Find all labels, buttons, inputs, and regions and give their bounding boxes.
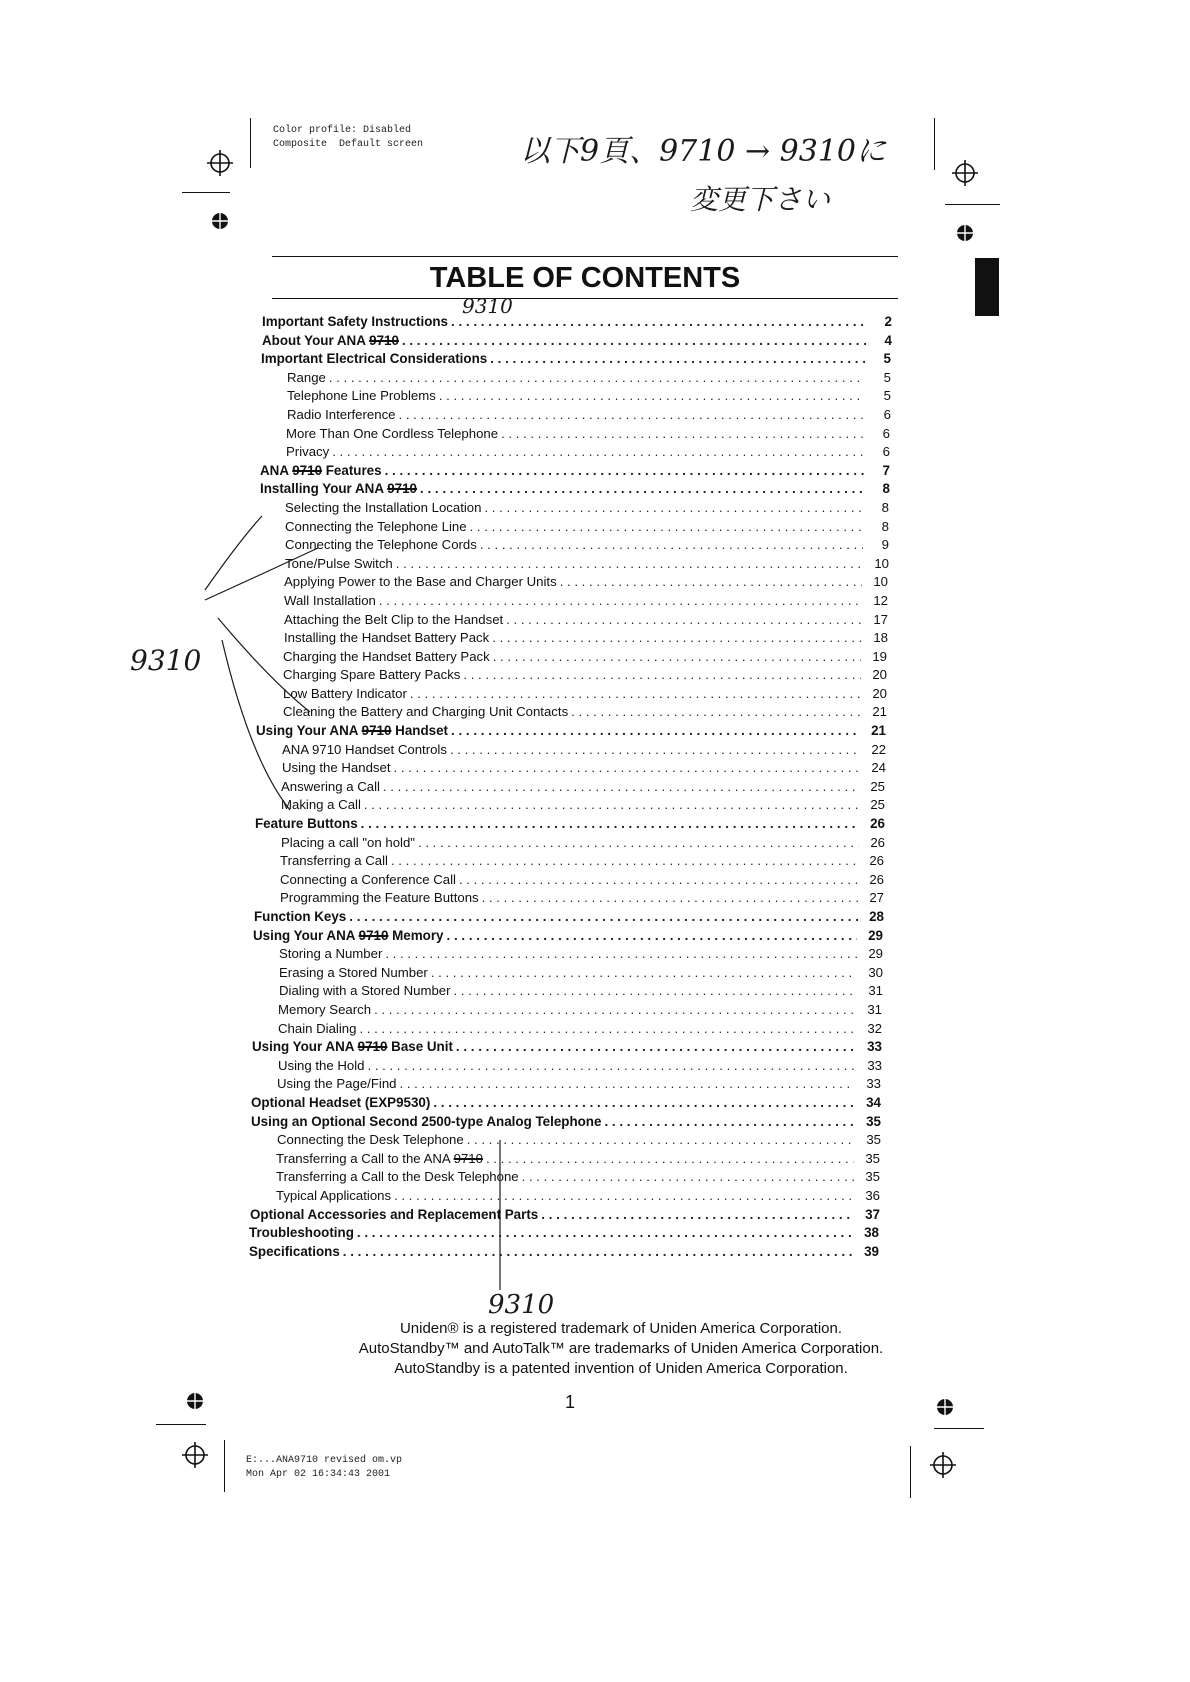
toc-page-number: 21 — [871, 723, 886, 739]
page-title: TABLE OF CONTENTS — [429, 262, 741, 294]
trademark-line-3: AutoStandby is a patented invention of Uniden America Corporation. — [394, 1360, 848, 1377]
toc-page-number: 10 — [874, 555, 889, 571]
crop-line-bottom-right — [910, 1446, 911, 1498]
page-number: 1 — [564, 1392, 575, 1412]
toc-page-number: 5 — [883, 388, 891, 404]
toc-entry-title-text: Telephone Line Problems — [287, 388, 436, 404]
toc-page-number: 37 — [865, 1206, 880, 1222]
toc-entry-title-text: Important Safety Instructions — [262, 314, 449, 329]
toc-entry-title-text: Using the Page/Find — [277, 1076, 397, 1092]
toc-page-number: 33 — [867, 1057, 882, 1073]
trademark-line-2: AutoStandby™ and AutoTalk™ are trademarks of Uniden America Corporation. — [358, 1340, 884, 1357]
toc-entry-title-text: Erasing a Stored Number — [279, 964, 428, 980]
toc-entry-title-text: ANA — [260, 462, 293, 478]
toc-entry-title-suffix: Features — [322, 462, 382, 478]
toc-page-number: 6 — [882, 425, 890, 441]
toc-page-number: 29 — [868, 927, 883, 943]
registration-dot-icon — [936, 1398, 954, 1416]
toc-page-number: 39 — [864, 1243, 879, 1259]
toc-entry-title-text: Selecting the Installation Location — [285, 499, 482, 515]
toc-entry-title-text: Using an Optional Second 2500-type Analog Telephone — [251, 1113, 602, 1129]
toc-page-number: 19 — [872, 648, 887, 664]
toc-entry-title-text: Transferring a Call to the ANA — [276, 1150, 454, 1166]
toc-page-number: 8 — [881, 499, 889, 515]
toc-entry-title-text: ANA 9710 Handset Controls — [282, 741, 447, 757]
toc-entry-title-text: Answering a Call — [281, 778, 380, 794]
toc-entry-title-text: Feature Buttons — [255, 816, 358, 832]
toc-page-number: 6 — [883, 406, 891, 422]
handwritten-top-note-2: 変更下さい — [690, 183, 831, 216]
toc-entry-title-text: Installing the Handset Battery Pack — [284, 630, 490, 646]
toc-entry-title-text: Optional Accessories and Replacement Parts — [250, 1206, 539, 1222]
toc-entry-title-text: Function Keys — [254, 909, 347, 924]
toc-page-number: 31 — [867, 1001, 882, 1017]
toc-page-number: 33 — [867, 1039, 882, 1055]
toc-entry-title-text: Wall Installation — [284, 592, 376, 608]
handwritten-bottom-note: 9310 — [488, 1290, 555, 1320]
toc-entry-title-text: Privacy — [286, 444, 330, 460]
toc-page-number: 34 — [866, 1094, 881, 1110]
toc-page-number: 35 — [865, 1150, 880, 1166]
toc-page-number: 30 — [868, 964, 883, 980]
toc-page-number: 18 — [873, 630, 888, 646]
toc-entry-title-text: Programming the Feature Buttons — [280, 890, 479, 906]
toc-entry-title-text: Using Your ANA — [253, 927, 359, 943]
toc-entry-title-text: Using the Handset — [282, 760, 391, 776]
toc-entry-title-text: Using Your ANA — [256, 723, 362, 739]
toc-page-number: 28 — [869, 909, 884, 924]
toc-entry-title-text: Storing a Number — [279, 946, 383, 962]
toc-entry-title-text: Attaching the Belt Clip to the Handset — [284, 611, 504, 627]
toc-page-number: 5 — [883, 351, 891, 367]
toc-page-number: 27 — [869, 890, 884, 906]
toc-page-number: 25 — [870, 797, 885, 813]
toc-page-number: 20 — [872, 667, 887, 683]
crop-line-bottom-left-h — [156, 1424, 206, 1425]
toc-entry-title-text: Memory Search — [278, 1001, 372, 1017]
toc-entry-title-text: About Your ANA — [262, 332, 370, 348]
composite-text: Composite Default screen — [273, 139, 424, 150]
toc-entry-title-text: Transferring a Call — [280, 853, 388, 869]
toc-page-number: 35 — [866, 1132, 881, 1148]
toc-page-number: 8 — [882, 481, 890, 497]
toc-entry-title-text: Range — [287, 369, 326, 385]
toc-page-number: 26 — [870, 816, 885, 832]
toc-entry-title-text: Charging Spare Battery Packs — [283, 667, 461, 683]
toc-page-number: 24 — [871, 760, 886, 776]
toc-page-number: 26 — [869, 871, 884, 887]
toc-entry-title-text: More Than One Cordless Telephone — [286, 425, 499, 441]
toc-entry-title-text: Making a Call — [281, 797, 361, 813]
toc-page-number: 33 — [866, 1076, 881, 1092]
toc-entry-title-text: Radio Interference — [287, 406, 396, 422]
toc-page-number: 25 — [870, 778, 885, 794]
toc-page-number: 35 — [866, 1113, 881, 1129]
toc-page-number: 31 — [868, 983, 883, 999]
toc-page-number: 5 — [883, 369, 891, 385]
handwritten-title-note: 9310 — [462, 294, 513, 318]
toc-page-number: 4 — [884, 332, 892, 348]
toc-page-number: 7 — [882, 462, 890, 478]
toc-page-number: 20 — [872, 685, 887, 701]
handwritten-left-note: 9310 — [130, 644, 202, 677]
color-profile-text: Color profile: Disabled — [273, 125, 412, 136]
toc-entry-title-text: Dialing with a Stored Number — [279, 983, 451, 999]
toc-entry-title-text: Charging the Handset Battery Pack — [283, 648, 490, 664]
toc-entry-title-text: Connecting the Desk Telephone — [277, 1132, 464, 1148]
toc-page-number: 21 — [872, 704, 887, 720]
registration-mark-icon — [928, 1450, 958, 1480]
toc-page-number: 35 — [865, 1169, 880, 1185]
toc-page-number: 32 — [867, 1020, 882, 1036]
toc-entry-title-text: Important Electrical Considerations — [261, 351, 488, 367]
struck-model-number: 9710 — [292, 462, 323, 478]
struck-model-number: 9710 — [387, 481, 418, 497]
crop-line-bottom-right-h — [934, 1428, 984, 1429]
toc-entry-title-text: Connecting the Telephone Cords — [285, 537, 477, 553]
toc-entry-title-text: Using Your ANA — [252, 1039, 358, 1055]
print-slug-date: Mon Apr 02 16:34:43 2001 — [246, 1469, 391, 1480]
struck-model-number: 9710 — [361, 723, 392, 739]
toc-page-number: 6 — [882, 444, 890, 460]
toc-entry-title-text: Low Battery Indicator — [283, 685, 407, 701]
toc-entry-title-text: Connecting a Conference Call — [280, 871, 456, 887]
toc-page-number: 12 — [873, 592, 888, 608]
struck-model-number: 9710 — [357, 1039, 388, 1055]
toc-page-number: 36 — [865, 1187, 880, 1203]
toc-entry-title-text: Cleaning the Battery and Charging Unit Contacts — [283, 704, 569, 720]
toc-entry-title-text: Connecting the Telephone Line — [285, 518, 467, 534]
toc-entry-title-text: Specifications — [249, 1243, 340, 1259]
struck-model-number: 9710 — [453, 1150, 483, 1166]
toc-page-number: 26 — [869, 853, 884, 869]
toc-page-number: 10 — [873, 574, 888, 590]
toc-entry-title-suffix: Memory — [388, 927, 444, 943]
registration-dot-icon — [186, 1392, 204, 1410]
toc-entry-title-text: Using the Hold — [278, 1057, 365, 1073]
toc-page-number: 17 — [873, 611, 888, 627]
struck-model-number: 9710 — [369, 332, 399, 348]
toc-entry-title-text: Installing Your ANA — [260, 481, 388, 497]
crop-line-bottom-left — [224, 1440, 225, 1492]
toc-page-number: 26 — [870, 834, 885, 850]
trademark-line-1: Uniden® is a registered trademark of Uniden America Corporation. — [399, 1320, 843, 1337]
registration-mark-icon — [180, 1440, 210, 1470]
toc-page-number: 8 — [881, 518, 889, 534]
toc-entry-title-text: Placing a call "on hold" — [281, 834, 415, 850]
toc-entry-title-text: Applying Power to the Base and Charger Units — [284, 574, 557, 590]
toc-entry-title-text: Optional Headset (EXP9530) — [251, 1094, 431, 1110]
toc-entry-title-suffix: Handset — [391, 723, 448, 739]
toc-page-number: 9 — [881, 537, 889, 553]
toc-entry-title-text: Chain Dialing — [278, 1020, 357, 1036]
print-slug-file: E:...ANA9710 revised om.vp — [246, 1455, 403, 1466]
toc-page-number: 38 — [864, 1225, 879, 1241]
toc-entry-title-suffix: Base Unit — [387, 1039, 453, 1055]
toc-page-number: 2 — [884, 314, 892, 329]
toc-entry-title-text: Typical Applications — [276, 1187, 392, 1203]
toc-entry-title-text: Tone/Pulse Switch — [285, 555, 393, 571]
toc-page-number: 22 — [871, 741, 886, 757]
struck-model-number: 9710 — [358, 927, 389, 943]
handwritten-top-note: 以下9頁、9710 → 9310に — [520, 134, 886, 169]
toc-entry-title-text: Transferring a Call to the Desk Telephone — [276, 1169, 519, 1185]
toc-page-number: 29 — [868, 946, 883, 962]
toc-entry-title-text: Troubleshooting — [249, 1225, 354, 1241]
